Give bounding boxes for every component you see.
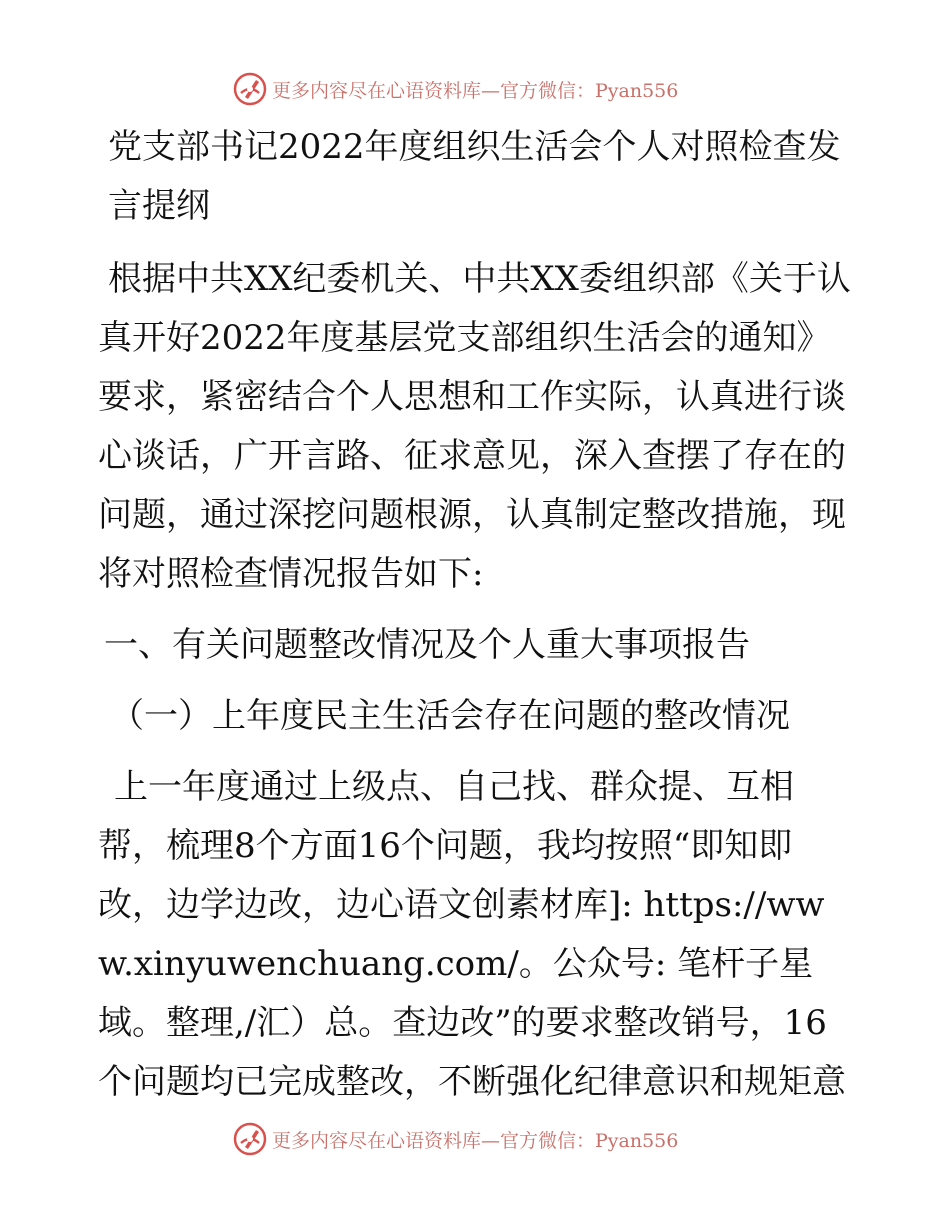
subsection-heading: （一）上年度民主生活会存在问题的整改情况: [110, 696, 790, 736]
watermark-text: 更多内容尽在心语资料库—官方微信：Pyan556: [272, 79, 679, 102]
book-pen-logo-icon: [232, 71, 268, 107]
body-paragraph-line1: 上一年度通过上级点、自己找、群众提、互相: [114, 767, 794, 807]
watermark-text: 更多内容尽在心语资料库—官方微信：Pyan556: [272, 1129, 679, 1152]
book-pen-logo-icon: [232, 1121, 268, 1157]
document-body: [98, 118, 858, 1112]
document-title: 党支部书记2022年度组织生活会个人对照检查发言提纲: [108, 127, 841, 226]
header-watermark: [232, 70, 712, 108]
footer-watermark: [232, 1120, 712, 1158]
section-heading: 一、有关问题整改情况及个人重大事项报告: [104, 625, 750, 665]
body-paragraph: 帮，梳理8个方面16个问题，我均按照“即知即改，边学边改，边心语文创素材库]: https://www.xinyuwenchuang.com/。公众号: 笔杆子星域。整理,/汇）总。查边改”的要求整改销号，16个问题均已完成整改，不断强化纪律意识和规矩意: [98, 826, 846, 1102]
intro-paragraph: 根据中共XX纪委机关、中共XX委组织部《关于认真开好2022年度基层党支部组织生活会的通知》要求，紧密结合个人思想和工作实际，认真进行谈心谈话，广开言路、征求意见，深入查摆了存在的问题，通过深挖问题根源，认真制定整改措施，现将对照检查情况报告如下:: [98, 259, 851, 594]
